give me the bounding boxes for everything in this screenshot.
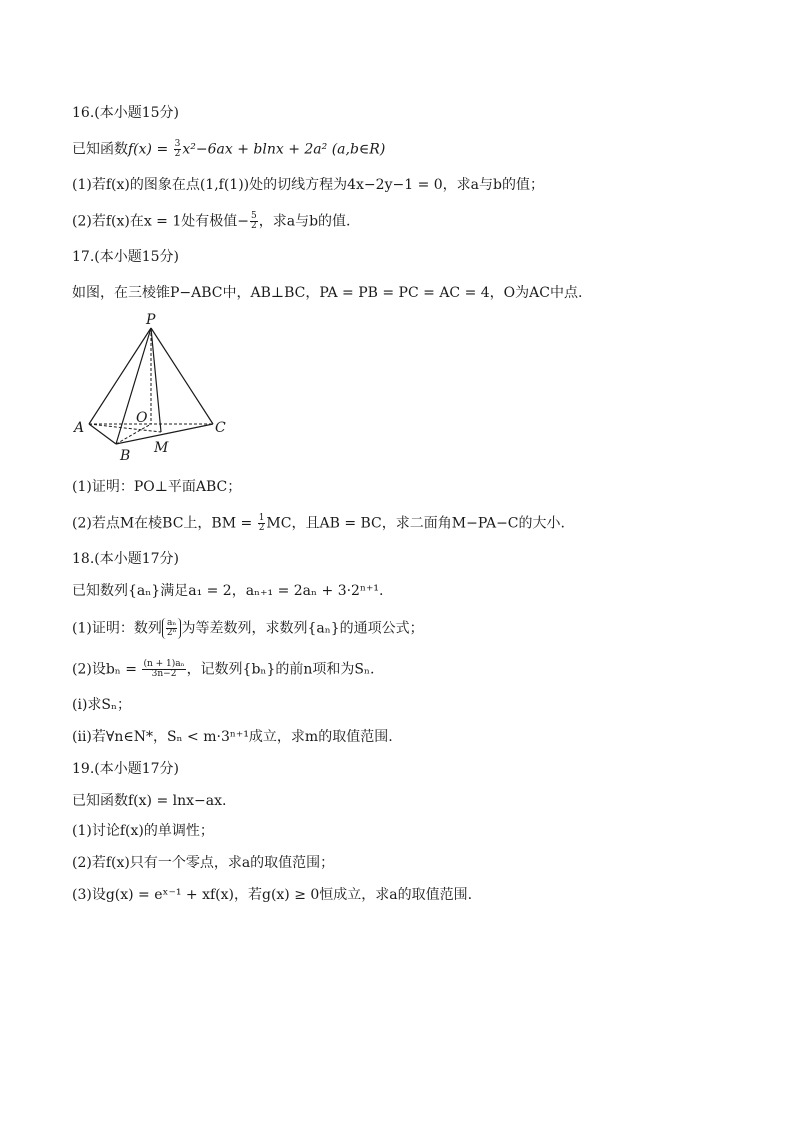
q17-part2-fraction bbox=[258, 514, 266, 533]
q18-sub-i: (ⅰ)求Sₙ； bbox=[72, 697, 132, 713]
label-M: M bbox=[154, 440, 169, 456]
q16-part2-fraction bbox=[250, 212, 258, 231]
q16-part2-frac-den: 2 bbox=[251, 221, 257, 231]
q18-part2-fraction bbox=[142, 660, 185, 679]
q16-part2-frac-num: 5 bbox=[251, 211, 257, 221]
q18-part1-prefix: (1)证明：数列 bbox=[72, 620, 162, 637]
q19-stem: 已知函数f(x) = lnx−ax. bbox=[72, 793, 227, 809]
q17-part2 bbox=[72, 514, 565, 533]
q17-stem: 如图，在三棱锥P−ABC中，AB⊥BC，PA = PB = PC = AC = 4，O为AC中点. bbox=[72, 285, 583, 301]
q16-frac-den: 2 bbox=[174, 149, 181, 159]
q17-header: 17.(本小题15分) bbox=[72, 249, 180, 265]
q17-part2-frac-den: 2 bbox=[258, 523, 265, 533]
q19-part3: (3)设g(x) = eˣ⁻¹ + xf(x)，若g(x) ≥ 0恒成立，求a的取值范围. bbox=[72, 887, 473, 903]
q19-part2: (2)若f(x)只有一个零点，求a的取值范围； bbox=[72, 855, 335, 871]
q18-sub-ii: (ⅱ)若∀n∈N*，Sₙ < m·3ⁿ⁺¹成立，求m的取值范围. bbox=[72, 729, 393, 745]
edge-PB bbox=[116, 328, 151, 444]
label-A: A bbox=[74, 420, 85, 436]
q18-part1-suffix: 为等差数列，求数列{aₙ}的通项公式； bbox=[181, 620, 424, 637]
tetrahedron-figure bbox=[72, 308, 242, 468]
q18-part2-frac-den: 3n−2 bbox=[151, 669, 177, 679]
label-O: O bbox=[136, 410, 148, 426]
edge-PC bbox=[151, 328, 213, 424]
q16-stem-rest: x²−6ax + blnx + 2a² (a,b∈R) bbox=[182, 141, 386, 158]
q18-stem: 已知数列{aₙ}满足a₁ = 2，aₙ₊₁ = 2aₙ + 3·2ⁿ⁺¹. bbox=[72, 583, 384, 599]
q16-stem-func: f(x) = bbox=[128, 141, 173, 158]
q16-part1: (1)若f(x)的图象在点(1,f(1))处的切线方程为4x−2y−1 = 0，求a与b的值； bbox=[72, 177, 544, 193]
label-P: P bbox=[146, 312, 156, 328]
q16-header: 16.(本小题15分) bbox=[72, 105, 180, 121]
q19-header: 19.(本小题17分) bbox=[72, 761, 180, 777]
q16-stem-fraction bbox=[174, 140, 182, 159]
q17-part2-frac-num: 1 bbox=[258, 513, 265, 523]
q16-part2-prefix: (2)若f(x)在x = 1处有极值− bbox=[72, 213, 249, 230]
q16-frac-num: 3 bbox=[174, 139, 181, 149]
q18-header: 18.(本小题17分) bbox=[72, 551, 180, 567]
label-C: C bbox=[215, 420, 226, 436]
q18-part1-frac-num: aₙ bbox=[167, 618, 177, 628]
q18-part1-fraction bbox=[166, 619, 178, 638]
edge-AB bbox=[89, 424, 116, 444]
segment-PM bbox=[151, 328, 161, 432]
q16-stem bbox=[72, 140, 385, 159]
q18-part1-frac-den: 2ⁿ bbox=[166, 628, 177, 638]
q18-part1-sequence-brace bbox=[162, 618, 182, 639]
q18-part2 bbox=[72, 660, 375, 679]
q16-part2 bbox=[72, 212, 351, 231]
label-B: B bbox=[120, 448, 131, 464]
q17-part1: (1)证明：PO⊥平面ABC； bbox=[72, 479, 242, 495]
q16-part2-suffix: ，求a与b的值. bbox=[258, 213, 351, 230]
q18-part1 bbox=[72, 618, 424, 639]
q18-part2-prefix: (2)设bₙ = bbox=[72, 661, 142, 678]
q19-part1: (1)讨论f(x)的单调性； bbox=[72, 823, 214, 839]
q16-stem-prefix: 已知函数 bbox=[72, 141, 128, 158]
q17-part2-prefix: (2)若点M在棱BC上，BM = bbox=[72, 515, 257, 532]
q18-part2-suffix: ，记数列{bₙ}的前n项和为Sₙ. bbox=[186, 661, 375, 678]
q17-part2-suffix: MC，且AB = BC，求二面角M−PA−C的大小. bbox=[266, 515, 565, 532]
q18-part2-frac-num: (n + 1)aₙ bbox=[143, 659, 185, 669]
segment-AM-hidden bbox=[89, 424, 161, 432]
